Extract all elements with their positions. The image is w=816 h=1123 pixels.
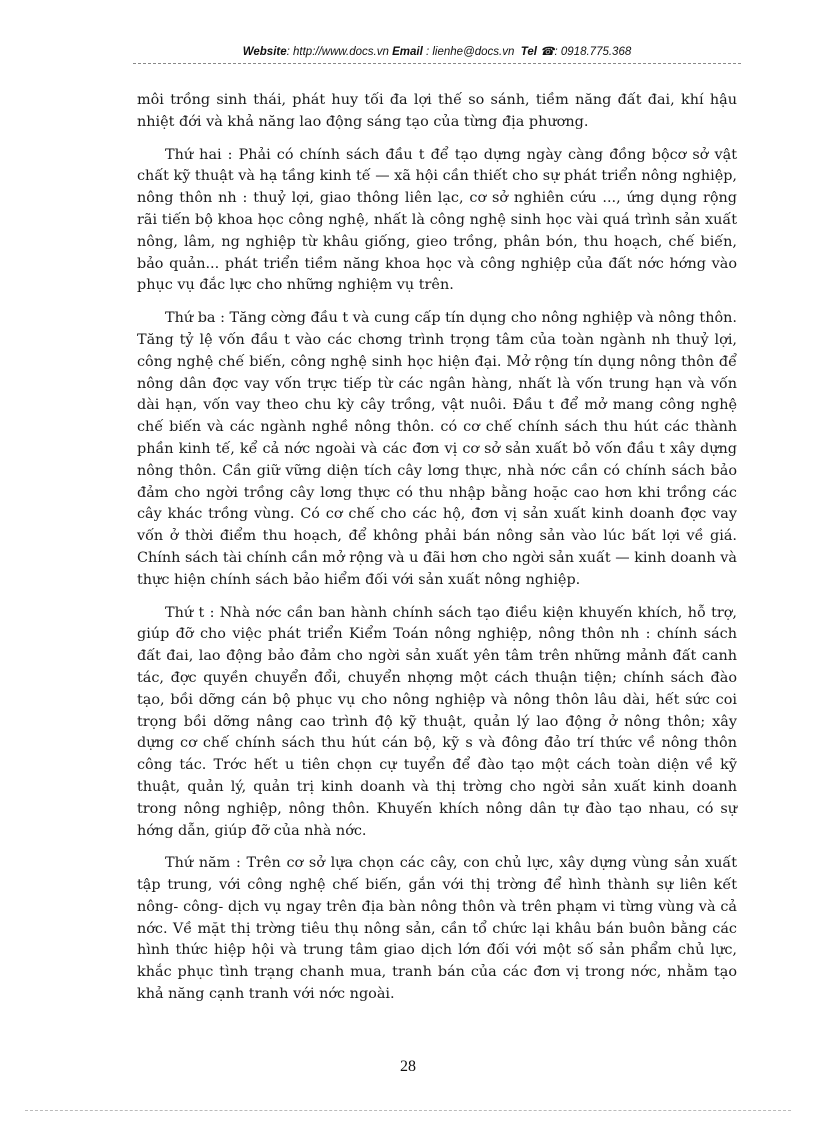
paragraph-thu-ba: Thứ ba : Tăng cờng đầu t và cung cấp tín dụng cho nông nghiệp và nông thôn. Tăng tỷ lệ vốn đầu t vào các chơng trình trọng tâm của toàn ngành nh thuỷ lợi, công nghệ chế biến, công nghệ sinh học hiện đại. Mở rộng tín dụng nông thôn để nông dân đợc vay vốn trực tiếp từ các ngân hàng, nhất là vốn trung hạn và vốn dài hạn, vốn vay theo chu kỳ cây trồng, vật nuôi. Đầu t để mở mang công nghệ chế biến và các ngành nghề nông thôn. có cơ chế chính sách thu hút các thành phần kinh tế, kể cả nớc ngoài và các đơn vị cơ sở sản xuất bỏ vốn đầu t xây dựng nông thôn. Cần giữ vững diện tích cây lơng thực, nhà nớc cần có chính sách bảo đảm cho ngời trồng cây lơng thực có thu nhập bằng hoặc cao hơn khi trồng các cây khác trồng vùng. Có cơ chế cho các hộ, đơn vị sản xuất kinh doanh đợc vay vốn ở thời điểm thu hoạch, để không phải bán nông sản vào lúc bất lợi về giá. Chính sách tài chính cần mở rộng và u đãi hơn cho ngời sản xuất — kinh doanh và thực hiện chính sách bảo hiểm đối với sản xuất nông nghiệp. [137, 310, 737, 588]
page-header [133, 44, 741, 58]
email-label: Email [392, 46, 423, 58]
header-divider [133, 63, 741, 64]
footer-divider [25, 1110, 791, 1111]
paragraph-thu-tu: Thứ t : Nhà nớc cần ban hành chính sách tạo điều kiện khuyến khích, hỗ trợ, giúp đỡ cho việc phát triển Kiểm Toán nông nghiệp, nông thôn nh : chính sách đất đai, lao động bảo đảm cho ngời sản xuất yên tâm trên những mảnh đất canh tác, đợc quyền chuyển đổi, chuyển nhợng một cách thuận tiện; chính sách đào tạo, bồi dỡng cán bộ phục vụ cho nông nghiệp và nông thôn lâu dài, hết sức coi trọng bồi dỡng nâng cao trình độ kỹ thuật, quản lý lao động ở nông thôn; xây dựng cơ chế chính sách thu hút cán bộ, kỹ s và đông đảo trí thức về nông thôn công tác. Trớc hết u tiên chọn cự tuyển để đào tạo một cách toàn diện về kỹ thuật, quản lý, quản trị kinh doanh và thị trờng cho ngời sản xuất kinh doanh trong nông nghiệp, nông thôn. Khuyến khích nông dân tự đào tạo nhau, có sự hớng dẫn, giúp đỡ của nhà nớc. [137, 604, 737, 839]
tel-label: Tel [520, 46, 537, 58]
paragraph-continuation: môi trồng sinh thái, phát huy tối đa lợi thế so sánh, tiềm năng đất đai, khí hậu nhiệt đới và khả năng lao động sáng tạo của từng địa phương. [137, 92, 737, 130]
page-number: 28 [400, 1058, 416, 1075]
email-value: : lienhe@docs.vn [425, 46, 515, 58]
website-value: : http://www.docs.vn [286, 46, 389, 58]
document-body [137, 90, 737, 1017]
tel-value: : 0918.775.368 [554, 46, 632, 58]
phone-icon: ☎ [540, 46, 555, 58]
paragraph-thu-hai: Thứ hai : Phải có chính sách đầu t để tạo dựng ngày càng đồng bộcơ sở vật chất kỹ thuật và hạ tầng kinh tế — xã hội cần thiết cho sự phát triển nông nghiệp, nông thôn nh : thuỷ lợi, giao thông liên lạc, cơ sở nghiên cứu ..., ứng dụng rộng rãi tiến bộ khoa học công nghệ, nhất là công nghệ sinh học vài quá trình sản xuất nông, lâm, ng nghiệp từ khâu giống, gieo trồng, phân bón, thu hoạch, chế biến, bảo quản... phát triển tiềm năng khoa học và công nghiệp của đất nớc hớng vào phục vụ đắc lực cho những nghiệm vụ trên. [137, 146, 737, 294]
paragraph-thu-nam: Thứ năm : Trên cơ sở lựa chọn các cây, con chủ lực, xây dựng vùng sản xuất tập trung, với công nghệ chế biến, gắn với thị trờng để hình thành sự liên kết nông- công- dịch vụ ngay trên địa bàn nông thôn và trên phạm vi từng vùng và cả nớc. Về mặt thị trờng tiêu thụ nông sản, cần tổ chức lại khâu bán buôn bằng các hình thức hiệp hội và trung tâm giao dịch lớn đối với một số sản phẩm chủ lực, khắc phục tình trạng chanh mua, tranh bán của các đơn vị trong nớc, nhằm tạo khả năng cạnh tranh với nớc ngoài. [137, 855, 737, 1003]
website-label: Website [242, 46, 287, 58]
